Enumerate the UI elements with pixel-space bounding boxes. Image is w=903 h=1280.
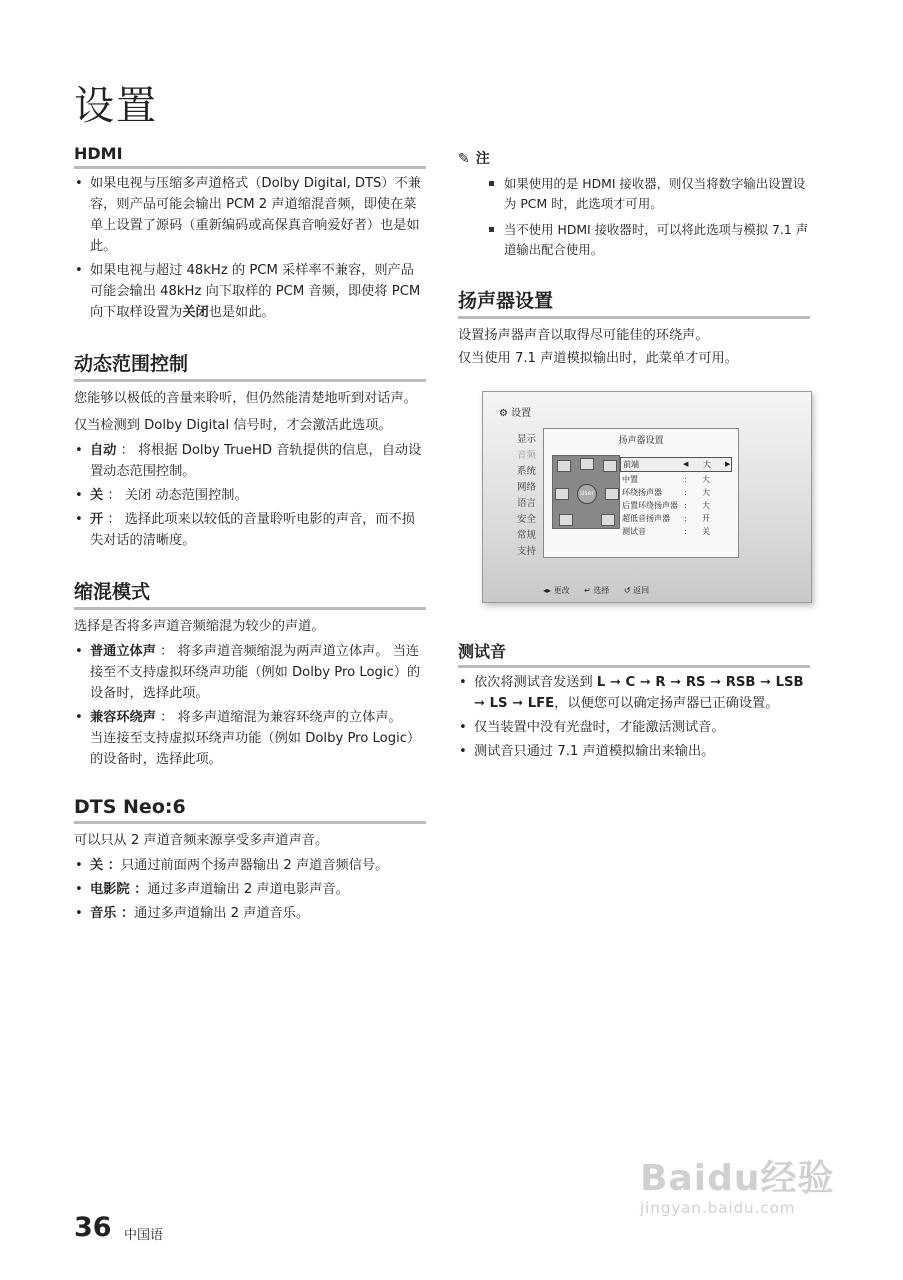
list-item: • 仅当装置中没有光盘时，才能激活测试音。 bbox=[458, 717, 810, 738]
speaker-icon bbox=[580, 458, 594, 470]
speaker-condition: 仅当使用 7.1 声道模拟输出时，此菜单才可用。 bbox=[458, 351, 738, 366]
speaker-icon bbox=[557, 460, 571, 472]
option-row[interactable]: 后置环绕扬声器 : 大 bbox=[622, 501, 710, 510]
hdmi-heading: HDMI bbox=[74, 144, 426, 169]
dts-description: 可以只从 2 声道音频来源享受多声道声音。 bbox=[74, 833, 329, 848]
list-item: • 兼容环绕声 ： 将多声道缩混为兼容环绕声的立体声。 当连接至支持虚拟环绕声功能（例如 Dolby Pro Logic）的设备时，选择此项。 bbox=[74, 707, 426, 770]
note-heading: ✎ 注 bbox=[458, 151, 490, 167]
sidebar-item: 语言 bbox=[517, 498, 537, 509]
watermark-logo: Baidu经验 bbox=[640, 1158, 835, 1199]
hdmi-list bbox=[74, 173, 426, 323]
sidebar-item: 安全 bbox=[517, 514, 537, 525]
menu-nav-hints: ◂▸ 更改 ↵ 选择 ↺ 返回 bbox=[543, 586, 650, 595]
drc-list bbox=[74, 440, 426, 551]
option-row[interactable]: 中置 : 大 bbox=[622, 475, 710, 484]
pencil-icon: ✎ bbox=[458, 151, 470, 167]
sidebar-item: 系统 bbox=[517, 466, 537, 477]
user-icon: User bbox=[577, 484, 597, 504]
page-title: 设置 bbox=[74, 83, 158, 129]
right-column bbox=[458, 144, 810, 788]
speaker-heading: 扬声器设置 bbox=[458, 286, 810, 319]
speaker-icon bbox=[603, 460, 617, 472]
list-item: 如果使用的是 HDMI 接收器，则仅当将数字输出设置设为 PCM 时，此选项才可用。 bbox=[488, 174, 810, 214]
list-item: • 自动 ： 将根据 Dolby TrueHD 音轨提供的信息，自动设置动态范围控制。 bbox=[74, 440, 426, 482]
speaker-icon bbox=[605, 488, 619, 500]
list-item: • 如果电视与超过 48kHz 的 PCM 采样率不兼容，则产品可能会输出 48kHz 向下取样的 PCM 音频，即使将 PCM 向下取样设置为关闭也是如此。 bbox=[74, 260, 426, 323]
dts-section bbox=[74, 796, 426, 924]
downmix-section bbox=[74, 577, 426, 770]
testtone-section bbox=[458, 639, 810, 762]
downmix-heading: 缩混模式 bbox=[74, 577, 426, 610]
left-column bbox=[74, 144, 426, 950]
speaker-icon bbox=[559, 514, 573, 526]
list-item: • 电影院 ：通过多声道输出 2 声道电影声音。 bbox=[74, 879, 426, 900]
list-item: • 音乐 ：通过多声道输出 2 声道音乐。 bbox=[74, 903, 426, 924]
speaker-room-diagram bbox=[552, 455, 620, 529]
panel-title: 扬声器设置 bbox=[618, 436, 664, 446]
sidebar-item: 音频 bbox=[517, 450, 537, 461]
drc-heading: 动态范围控制 bbox=[74, 349, 426, 382]
footer-language: 中国语 bbox=[124, 1228, 164, 1243]
list-item: • 开 ： 选择此项来以较低的音量聆听电影的声音，而不损失对话的清晰度。 bbox=[74, 509, 426, 551]
sidebar-item: 网络 bbox=[517, 482, 537, 493]
option-row-selected[interactable]: 前端 ◀ 大 ▶ bbox=[620, 457, 732, 472]
speaker-section bbox=[458, 286, 810, 603]
menu-sidebar bbox=[517, 432, 536, 560]
drc-section bbox=[74, 349, 426, 551]
sidebar-item: 常规 bbox=[517, 530, 537, 541]
speaker-options bbox=[620, 457, 732, 538]
drc-condition: 仅当检测到 Dolby Digital 信号时，才会激活此选项。 bbox=[74, 418, 392, 433]
speaker-icon bbox=[601, 514, 615, 526]
menu-header: ⚙ 设置 bbox=[499, 408, 532, 419]
dts-list bbox=[74, 855, 426, 924]
watermark bbox=[640, 1150, 834, 1217]
page-number: 36 bbox=[74, 1212, 112, 1243]
speaker-settings-panel bbox=[543, 428, 739, 558]
sidebar-item: 显示 bbox=[517, 434, 537, 445]
testtone-heading: 测试音 bbox=[458, 639, 810, 668]
note-section bbox=[458, 148, 810, 260]
list-item: 当不使用 HDMI 接收器时，可以将此选项与模拟 7.1 声道输出配合使用。 bbox=[488, 220, 810, 260]
list-item: • 如果电视与压缩多声道格式（Dolby Digital, DTS）不兼容，则产品可能会输出 PCM 2 声道缩混音频，即使在菜单上设置了源码（重新编码或高保真音响爱好者）也是如此。 bbox=[74, 173, 426, 257]
testtone-list bbox=[458, 672, 810, 762]
sidebar-item: 支持 bbox=[517, 546, 537, 557]
note-list bbox=[488, 174, 810, 260]
downmix-list bbox=[74, 641, 426, 770]
speaker-icon bbox=[555, 488, 569, 500]
list-item: • 关 ： 关闭 动态范围控制。 bbox=[74, 485, 426, 506]
hdmi-section bbox=[74, 144, 426, 323]
watermark-url: jingyan.baidu.com bbox=[640, 1199, 796, 1217]
gear-icon: ⚙ bbox=[499, 408, 508, 419]
list-item: • 依次将测试音发送到 L ➞ C ➞ R ➞ RS ➞ RSB ➞ LSB ➞ LS ➞ LFE，以便您可以确定扬声器已正确设置。 bbox=[458, 672, 810, 714]
option-row[interactable]: 测试音 : 关 bbox=[622, 527, 710, 536]
list-item: • 普通立体声 ： 将多声道音频缩混为两声道立体声。 当连接至不支持虚拟环绕声功能（例如 Dolby Pro Logic）的设备时，选择此项。 bbox=[74, 641, 426, 704]
dts-heading: DTS Neo:6 bbox=[74, 796, 426, 824]
downmix-description: 选择是否将多声道音频缩混为较少的声道。 bbox=[74, 619, 325, 634]
left-arrow-icon: ◀ bbox=[683, 460, 689, 468]
list-item: • 测试音只通过 7.1 声道模拟输出来输出。 bbox=[458, 741, 810, 762]
option-row[interactable]: 环绕扬声器 : 大 bbox=[622, 488, 710, 497]
right-arrow-icon: ▶ bbox=[725, 460, 731, 468]
option-row[interactable]: 超低音扬声器 : 开 bbox=[622, 514, 710, 523]
speaker-menu-screenshot bbox=[482, 391, 812, 603]
list-item: • 关 ：只通过前面两个扬声器输出 2 声道音频信号。 bbox=[74, 855, 426, 876]
drc-description: 您能够以极低的音量来聆听，但仍然能清楚地听到对话声。 bbox=[74, 391, 417, 406]
speaker-description: 设置扬声器声音以取得尽可能佳的环绕声。 bbox=[458, 328, 709, 343]
